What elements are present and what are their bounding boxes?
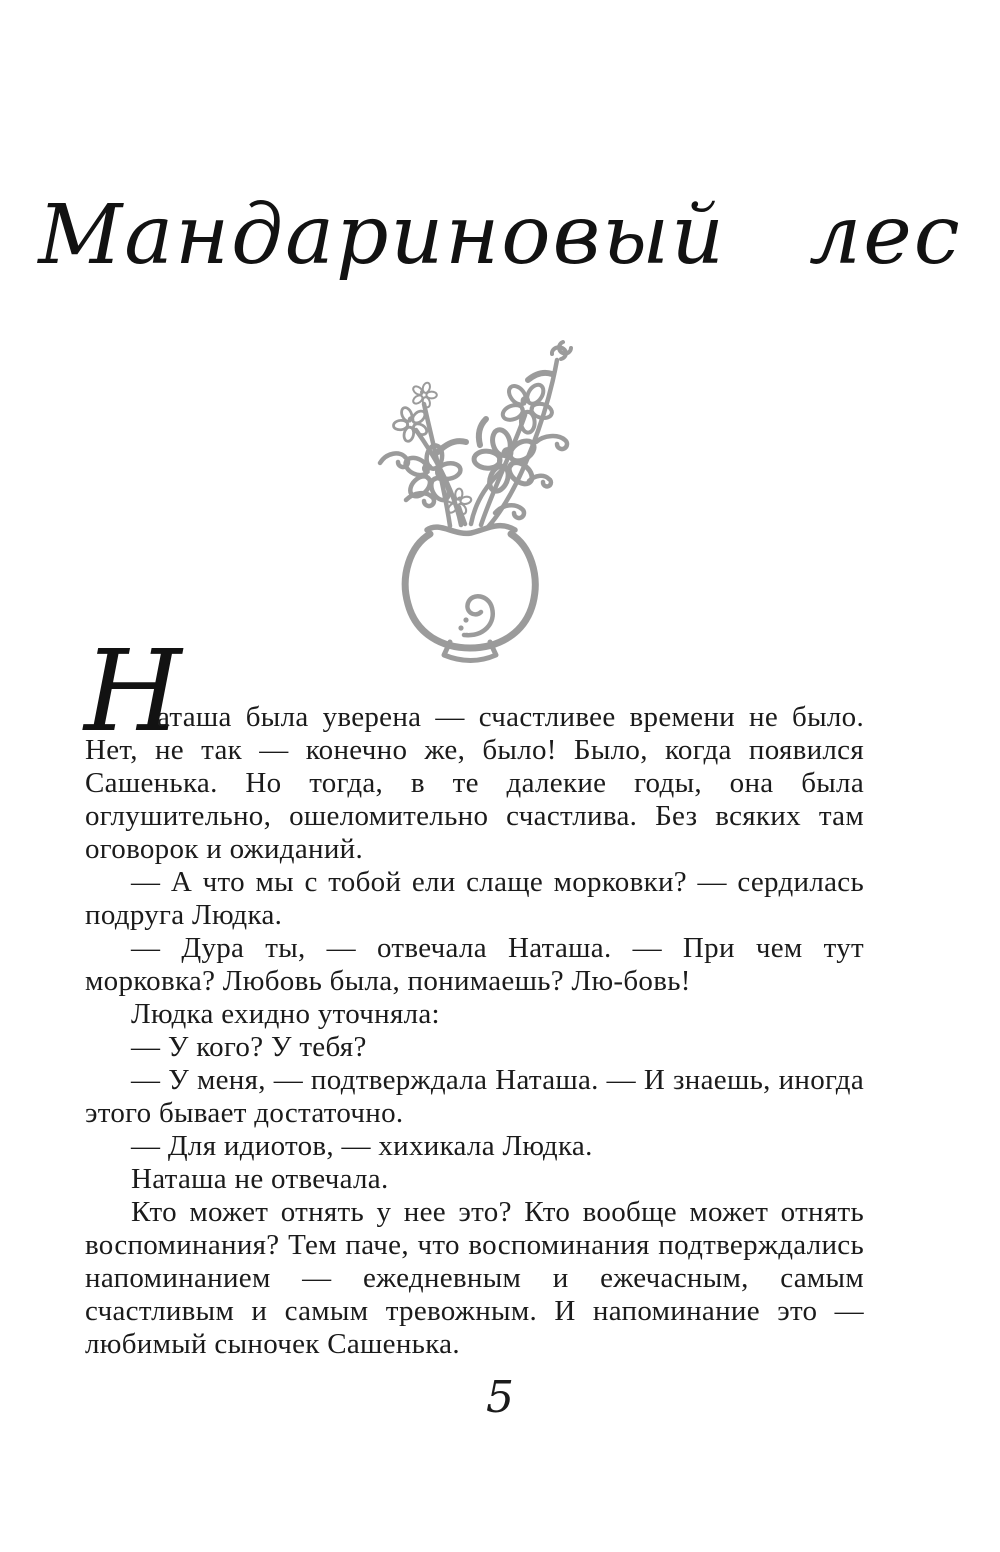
paragraph: — У меня, — подтверждала Наташа. — И знаешь, иногда этого бывает достаточно. xyxy=(85,1064,864,1129)
vase-illustration-svg xyxy=(330,330,670,680)
paragraph: Кто может отнять у нее это? Кто вообще может отнять воспоминания? Тем паче, что воспоминания подтверждались напоминанием — ежедневным и ежечасным, самым счастливым и самым тревожным. И напоминание это — любимый сыночек Сашенька. xyxy=(85,1196,864,1360)
paragraph: — Дура ты, — отвечала Наташа. — При чем тут морковка? Любовь была, понимаешь? Лю-бовь! xyxy=(85,932,864,997)
paragraph-list xyxy=(85,866,864,1361)
paragraph-opening: аташа была уверена — счастливее времени не было. Нет, не так — конечно же, было! Было, когда появился Сашенька. Но тогда, в те далекие годы, она была оглушительно, ошеломительно счастлива. Без всяких там оговорок и ожиданий. xyxy=(85,701,864,865)
paragraph: Людка ехидно уточняла: xyxy=(131,998,440,1030)
flowers xyxy=(387,375,558,521)
body-text xyxy=(85,701,864,1361)
leaves xyxy=(380,373,567,518)
paragraph: — Для идиотов, — хихикала Людка. xyxy=(131,1130,593,1162)
sprig xyxy=(552,342,571,359)
paragraph: — А что мы с тобой ели слаще морковки? — сердилась подруга Людка. xyxy=(85,866,864,931)
paragraph: Наташа не отвечала. xyxy=(131,1163,389,1195)
paragraph: — У кого? У тебя? xyxy=(131,1031,367,1063)
drop-cap: Н xyxy=(84,627,182,757)
page-number: 5 xyxy=(486,1372,514,1423)
vase-with-flowers-illustration xyxy=(330,330,670,680)
chapter-title: Мандариновый лес xyxy=(38,188,962,283)
vase xyxy=(405,526,535,661)
